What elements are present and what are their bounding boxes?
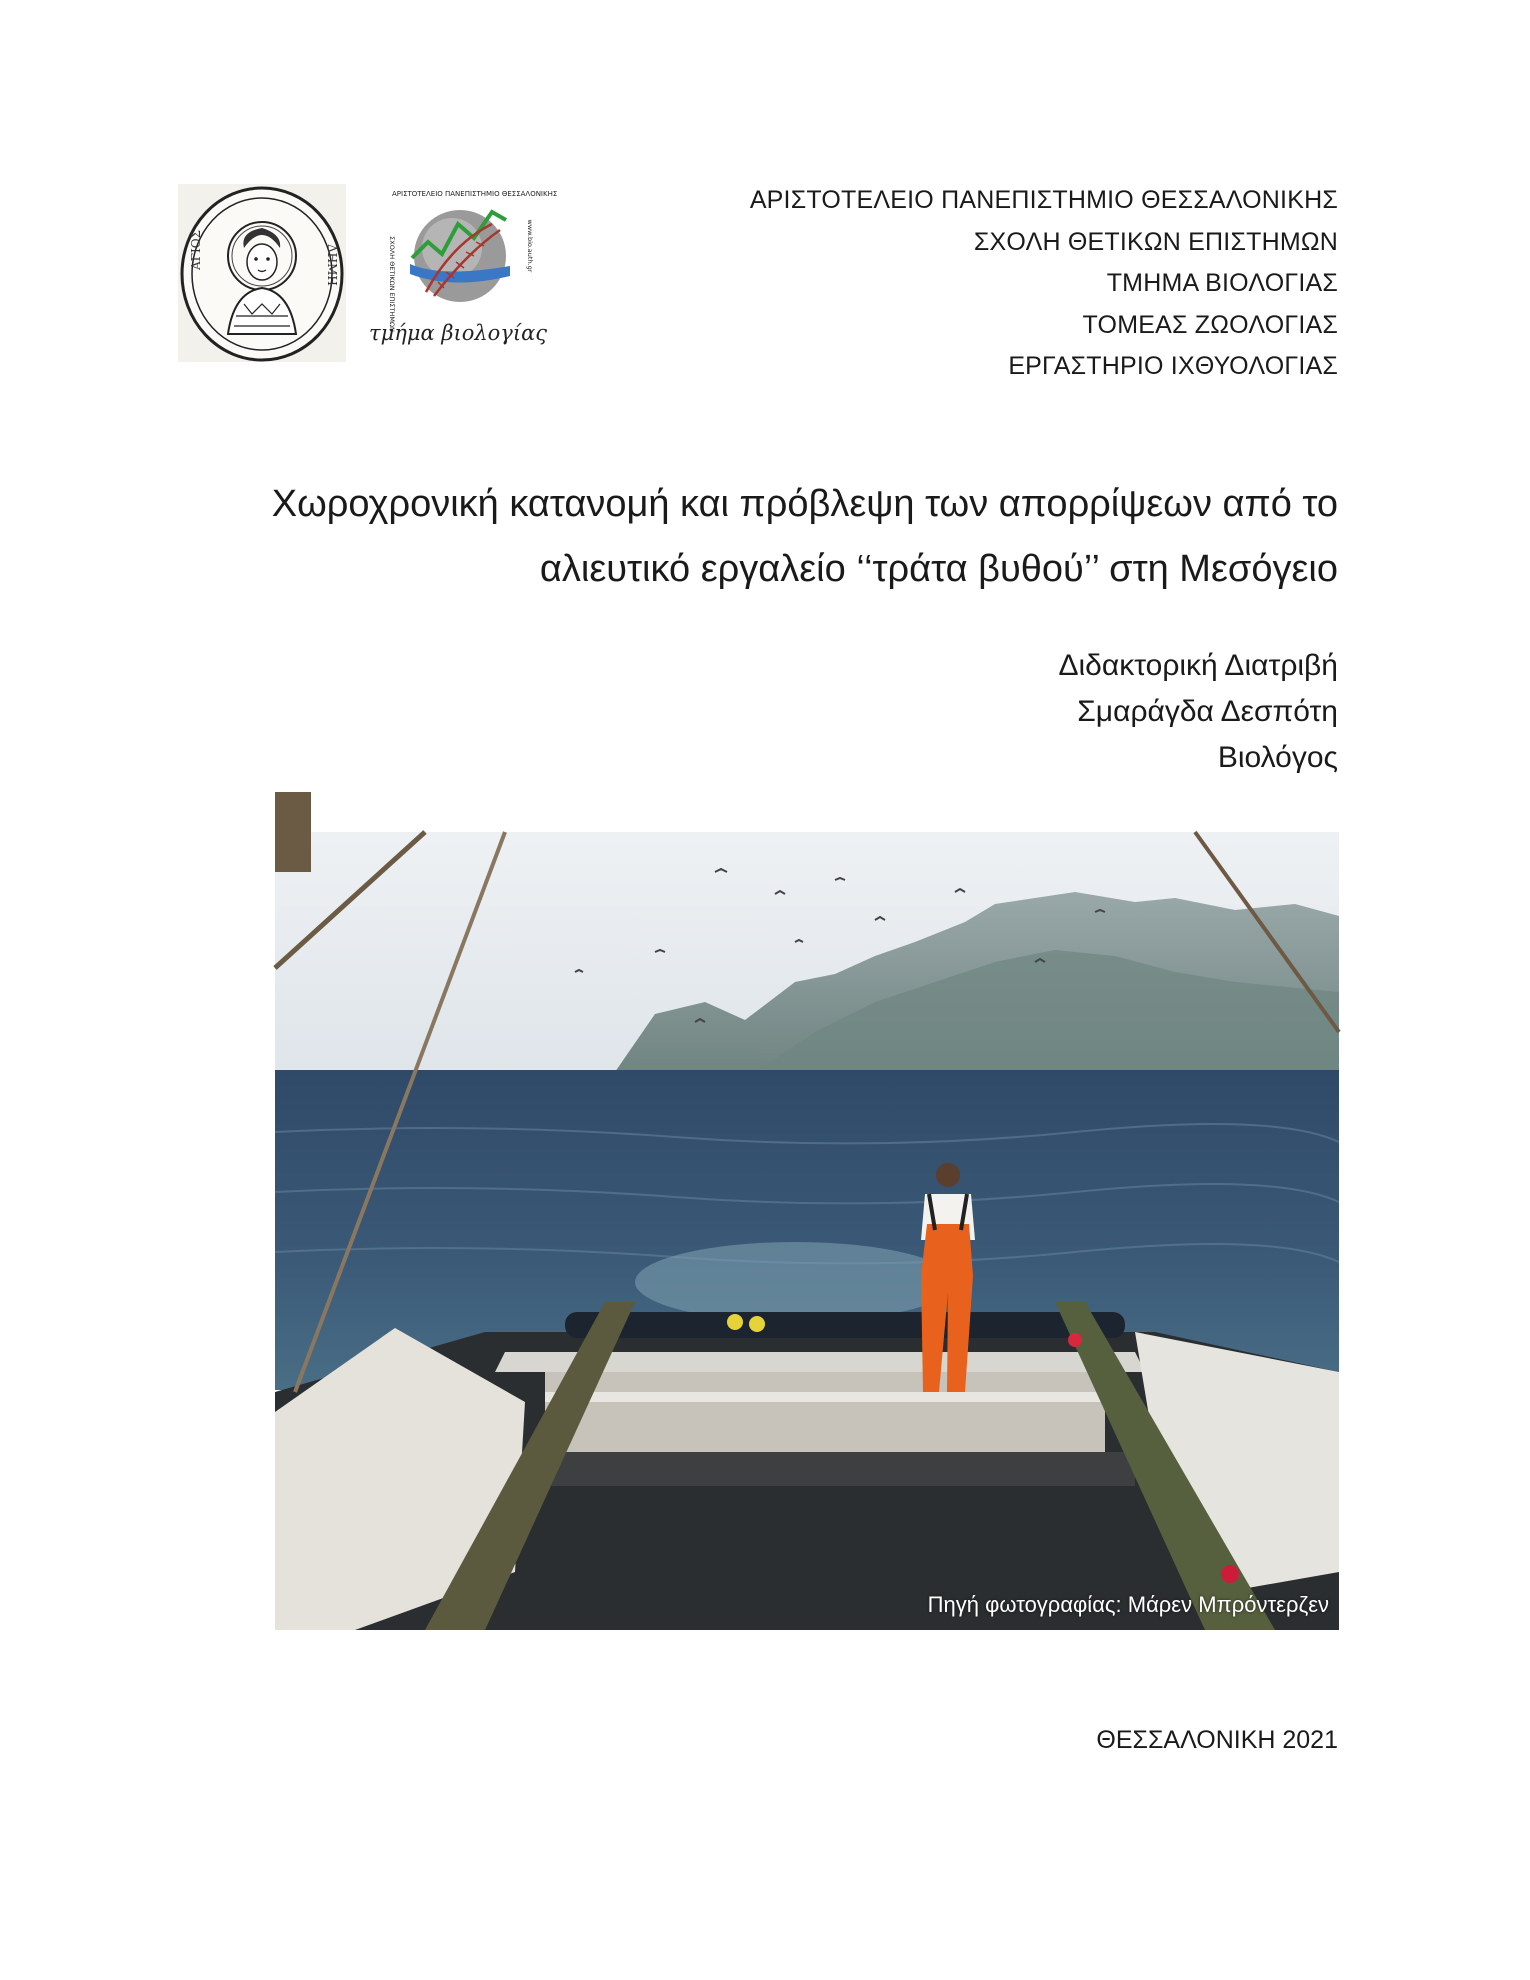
logo-side-text: ΣΧΟΛΗ ΘΕΤΙΚΩΝ ΕΠΙΣΤΗΜΩΝ — [388, 236, 396, 332]
svg-text:ΔΗΜΗ: ΔΗΜΗ — [325, 244, 339, 286]
logo-wordmark: τμήμα βιολογίας — [368, 321, 548, 345]
institution-laboratory: ΕΡΓΑΣΤΗΡΙΟ ΙΧΘΥΟΛΟΓΙΑΣ — [1008, 352, 1338, 380]
author-name: Σμαράγδα Δεσπότη — [1077, 695, 1338, 728]
thesis-title-line-2: αλιευτικό εργαλείο ‘‘τράτα βυθού’’ στη Μεσόγειο — [539, 548, 1338, 590]
place-year: ΘΕΣΣΑΛΟΝΙΚΗ 2021 — [1096, 1726, 1338, 1754]
university-seal-logo — [178, 184, 346, 362]
thesis-title-line-1: Χωροχρονική κατανομή και πρόβλεψη των απορρίψεων από το — [271, 483, 1338, 525]
thesis-title — [168, 472, 1338, 602]
photo-credit: Πηγή φωτογραφίας: Μάρεν Μπρόντερζεν — [927, 1592, 1329, 1617]
institution-department: ΤΜΗΜΑ ΒΙΟΛΟΓΙΑΣ — [1106, 269, 1338, 297]
cover-photo — [275, 832, 1339, 1630]
institution-school: ΣΧΟΛΗ ΘΕΤΙΚΩΝ ΕΠΙΣΤΗΜΩΝ — [973, 227, 1338, 256]
institution-university: ΑΡΙΣΤΟΤΕΛΕΙΟ ΠΑΝΕΠΙΣΤΗΜΙΟ ΘΕΣΣΑΛΟΝΙΚΗΣ — [749, 186, 1338, 214]
thesis-meta — [1058, 643, 1338, 781]
svg-text:ΑΓΙΟΣ: ΑΓΙΟΣ — [189, 229, 203, 270]
institution-sector: ΤΟΜΕΑΣ ΖΩΟΛΟΓΙΑΣ — [1082, 310, 1338, 339]
biology-department-logo — [368, 184, 558, 362]
institution-block — [750, 180, 1338, 388]
document-type: Διδακτορική Διατριβή — [1058, 649, 1338, 682]
author-role: Βιολόγος — [1217, 741, 1338, 774]
logo-arc-text: ΑΡΙΣΤΟΤΕΛΕΙΟ ΠΑΝΕΠΙΣΤΗΜΙΟ ΘΕΣΣΑΛΟΝΙΚΗΣ — [392, 190, 558, 198]
logo-right-text: www.bio.auth.gr — [526, 219, 534, 273]
